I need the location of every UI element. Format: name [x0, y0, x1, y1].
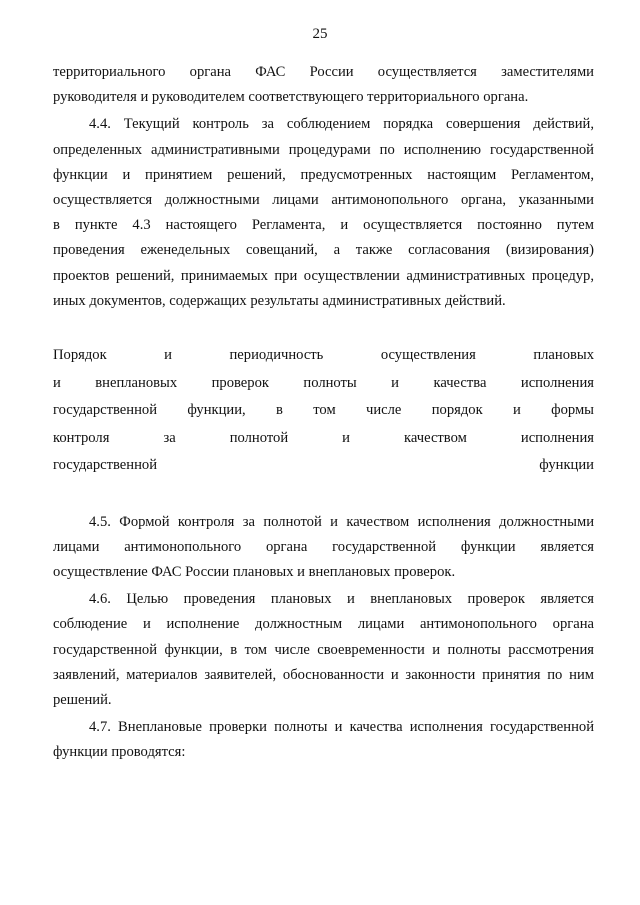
text-line: осуществление ФАС России плановых и внеплановых проверок.	[53, 563, 456, 580]
text-line: государственной функции, в том числе своевременности и полноты рассмотрения	[53, 641, 594, 658]
section-heading	[53, 342, 594, 480]
paragraph-territorial-organ	[53, 60, 594, 110]
paragraph-4-7	[53, 715, 594, 765]
heading-line: государственной функции	[53, 457, 594, 474]
text-line: соблюдение и исполнение должностным лицами антимонопольного органа	[53, 616, 594, 633]
heading-line: государственной функции, в том числе порядок и формы	[53, 402, 594, 419]
text-line: проектов решений, принимаемых при осуществлении административных процедур,	[53, 267, 594, 284]
text-line: 4.6. Целью проведения плановых и внеплановых проверок является	[89, 591, 594, 608]
paragraph-4-5	[53, 510, 594, 586]
text-line: иных документов, содержащих результаты административных действий.	[53, 292, 506, 309]
text-line: территориального органа ФАС России осуществляется заместителями	[53, 64, 594, 80]
heading-line: Порядок и периодичность осуществления плановых	[53, 347, 594, 364]
text-line: 4.7. Внеплановые проверки полноты и качества исполнения государственной	[89, 719, 594, 736]
text-line: определенных административными процедурами по исполнению государственной	[53, 141, 594, 158]
paragraph-4-4	[53, 112, 594, 314]
heading-line: контроля за полнотой и качеством исполнения	[53, 429, 594, 446]
document-body	[53, 60, 594, 766]
paragraph-4-6	[53, 587, 594, 713]
page-number: 25	[312, 26, 328, 42]
text-line: руководителя и руководителем соответствующего территориального органа.	[53, 89, 529, 106]
text-line: осуществляется должностными лицами антимонопольного органа, указанными	[53, 192, 594, 209]
text-line: 4.4. Текущий контроль за соблюдением порядка совершения действий,	[89, 116, 594, 133]
text-line: в пункте 4.3 настоящего Регламента, и осуществляется постоянно путем	[53, 217, 594, 234]
text-line: лицами антимонопольного органа государственной функции является	[53, 538, 594, 555]
text-line: заявлений, материалов заявителей, обоснованности и законности принятия по ним	[53, 666, 594, 683]
text-line: функции проводятся:	[53, 744, 186, 761]
text-line: проведения еженедельных совещаний, а также согласования (визирования)	[53, 242, 594, 259]
text-line: функции и принятием решений, предусмотренных настоящим Регламентом,	[53, 166, 594, 183]
text-line: решений.	[53, 691, 112, 708]
text-line: 4.5. Формой контроля за полнотой и качеством исполнения должностными	[89, 513, 594, 530]
heading-line: и внеплановых проверок полноты и качества исполнения	[53, 374, 594, 391]
